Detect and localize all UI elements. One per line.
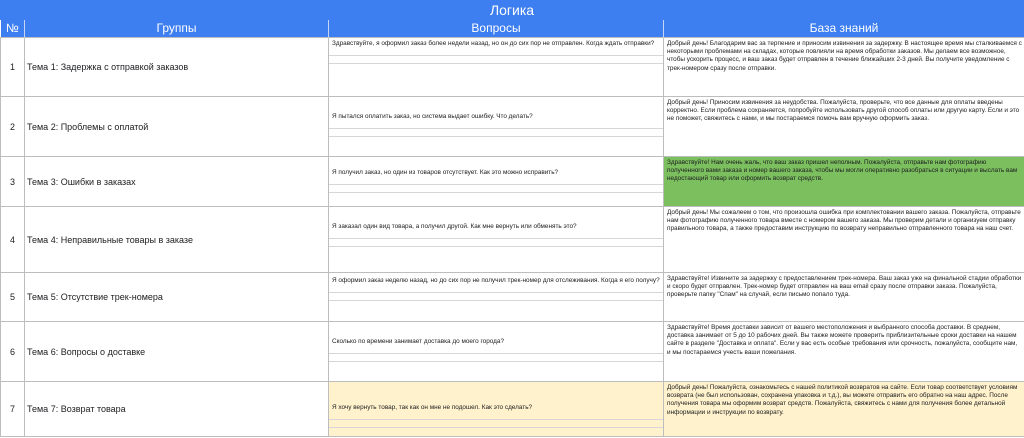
group-cell[interactable]: Тема 2: Проблемы с оплатой — [25, 97, 329, 157]
row-number-cell[interactable]: 2 — [1, 97, 25, 157]
row-number-cell[interactable]: 5 — [1, 273, 25, 322]
table-row — [1, 322, 1024, 382]
row-number-cell[interactable]: 7 — [1, 382, 25, 437]
header-knowledge[interactable]: База знаний — [664, 20, 1024, 38]
question-divider — [329, 420, 663, 428]
row-number-cell[interactable]: 1 — [1, 38, 25, 97]
question-divider — [329, 129, 663, 137]
question-divider — [329, 239, 663, 247]
header-questions[interactable]: Вопросы — [329, 20, 664, 38]
question-text: Я заказал один вид товара, а получил другой. Как мне вернуть или обменять это? — [332, 223, 577, 230]
question-divider — [329, 121, 663, 129]
table-row — [1, 97, 1024, 157]
question-divider — [329, 412, 663, 420]
question-cell[interactable] — [329, 273, 664, 322]
question-divider — [329, 354, 663, 362]
header-num[interactable]: № — [1, 20, 25, 38]
sheet-title: Логика — [0, 0, 1024, 20]
knowledge-cell[interactable]: Добрый день! Благодарим вас за терпение и приносим извинения за задержку. В настоящее время мы сталкиваемся с некоторыми проблемами на складах, которые повлияли на время обработки заказов. Мы делаем все возможное, чтобы ускорить процесс, и ваш заказ будет отправлен в течение ближайших 2-3 дней. Вы получите уведомление с трек-номером сразу после отправки. — [664, 38, 1024, 97]
knowledge-cell[interactable]: Добрый день! Мы сожалеем о том, что произошла ошибка при комплектовании вашего заказа. Пожалуйста, отправьте нам фотографию полученного товара вместе с номером вашего заказа. Мы проверим детали и организуем отправку правильного товара, а также предоставим инструкцию по возврату неправильно отправленного товара на наш счет. — [664, 207, 1024, 273]
knowledge-cell[interactable]: Здравствуйте! Извините за задержку с предоставлением трек-номера. Ваш заказ уже на финальной стадии обработки и скоро будет отправлен. Трек-номер будет отправлен на ваш email сразу после отправки заказа. Пожалуйста, проверьте папку "Спам" на случай, если письмо попало туда. — [664, 273, 1024, 322]
group-cell[interactable]: Тема 6: Вопросы о доставке — [25, 322, 329, 382]
question-divider — [329, 346, 663, 354]
header-row — [1, 20, 1024, 38]
question-divider — [329, 293, 663, 301]
knowledge-cell[interactable]: Добрый день! Приносим извинения за неудобства. Пожалуйста, проверьте, что все данные для оплаты введены корректно. Если проблема сохраняется, попробуйте использовать другой способ оплаты или другую карту. Если и это не поможет, свяжитесь с нами, и мы постараемся помочь вам вручную оформить заказ. — [664, 97, 1024, 157]
table-row — [1, 157, 1024, 207]
question-cell[interactable] — [329, 97, 664, 157]
group-cell[interactable]: Тема 7: Возврат товара — [25, 382, 329, 437]
question-divider — [329, 185, 663, 193]
question-text: Я оформил заказ неделю назад, но до сих пор не получил трек-номер для отслеживания. Когда я его получу? — [332, 277, 660, 284]
question-cell[interactable] — [329, 38, 664, 97]
knowledge-cell[interactable]: Здравствуйте! Нам очень жаль, что ваш заказ пришел неполным. Пожалуйста, отправьте нам фотографию полученного вами заказа и номер вашего заказа, чтобы мы могли оперативно разобраться в ситуации и выслать вам недостающий товар или оформить возврат средств. — [664, 157, 1024, 207]
knowledge-cell[interactable]: Здравствуйте! Время доставки зависит от вашего местоположения и выбранного способа доставки. В среднем, доставка занимает от 5 до 10 рабочих дней. Вы также можете проверить приблизительные сроки доставки на нашем сайте в разделе "Доставка и оплата". Если у вас есть особые требования или срочность, пожалуйста, сообщите нам, и мы постараемся учесть ваши пожелания. — [664, 322, 1024, 382]
group-cell[interactable]: Тема 5: Отсутствие трек-номера — [25, 273, 329, 322]
question-text: Я пытался оплатить заказ, но система выдает ошибку. Что делать? — [332, 113, 533, 120]
question-divider — [329, 285, 663, 293]
table-row — [1, 273, 1024, 322]
question-text: Сколько по времени занимает доставка до моего города? — [332, 338, 505, 345]
question-text: Здравствуйте, я оформил заказ более недели назад, но он до сих пор не отправлен. Когда ждать отправки? — [332, 40, 655, 47]
header-groups[interactable]: Группы — [25, 20, 329, 38]
question-divider — [329, 231, 663, 239]
question-cell[interactable] — [329, 322, 664, 382]
logic-table — [0, 20, 1024, 437]
table-row — [1, 38, 1024, 97]
group-cell[interactable]: Тема 3: Ошибки в заказах — [25, 157, 329, 207]
question-text: Я получил заказ, но один из товаров отсутствует. Как это можно исправить? — [332, 169, 559, 176]
row-number-cell[interactable]: 3 — [1, 157, 25, 207]
question-text: Я хочу вернуть товар, так как он мне не подошел. Как это сделать? — [332, 404, 533, 411]
knowledge-cell[interactable]: Добрый день! Пожалуйста, ознакомьтесь с нашей политикой возвратов на сайте. Если товар соответствует условиям возврата (не был использован, сохранена упаковка и т.д.), вы можете отправить его обратно на наш адрес. После получения товара мы оформим возврат средств. Пожалуйста, свяжитесь с нами для получения более детальной информации и инструкции по возврату. — [664, 382, 1024, 437]
question-divider — [329, 48, 663, 56]
question-divider — [329, 56, 663, 64]
row-number-cell[interactable]: 6 — [1, 322, 25, 382]
group-cell[interactable]: Тема 1: Задержка с отправкой заказов — [25, 38, 329, 97]
question-cell[interactable] — [329, 157, 664, 207]
table-row — [1, 207, 1024, 273]
table-row — [1, 382, 1024, 437]
group-cell[interactable]: Тема 4: Неправильные товары в заказе — [25, 207, 329, 273]
question-divider — [329, 177, 663, 185]
question-cell[interactable] — [329, 382, 664, 437]
question-cell[interactable] — [329, 207, 664, 273]
row-number-cell[interactable]: 4 — [1, 207, 25, 273]
